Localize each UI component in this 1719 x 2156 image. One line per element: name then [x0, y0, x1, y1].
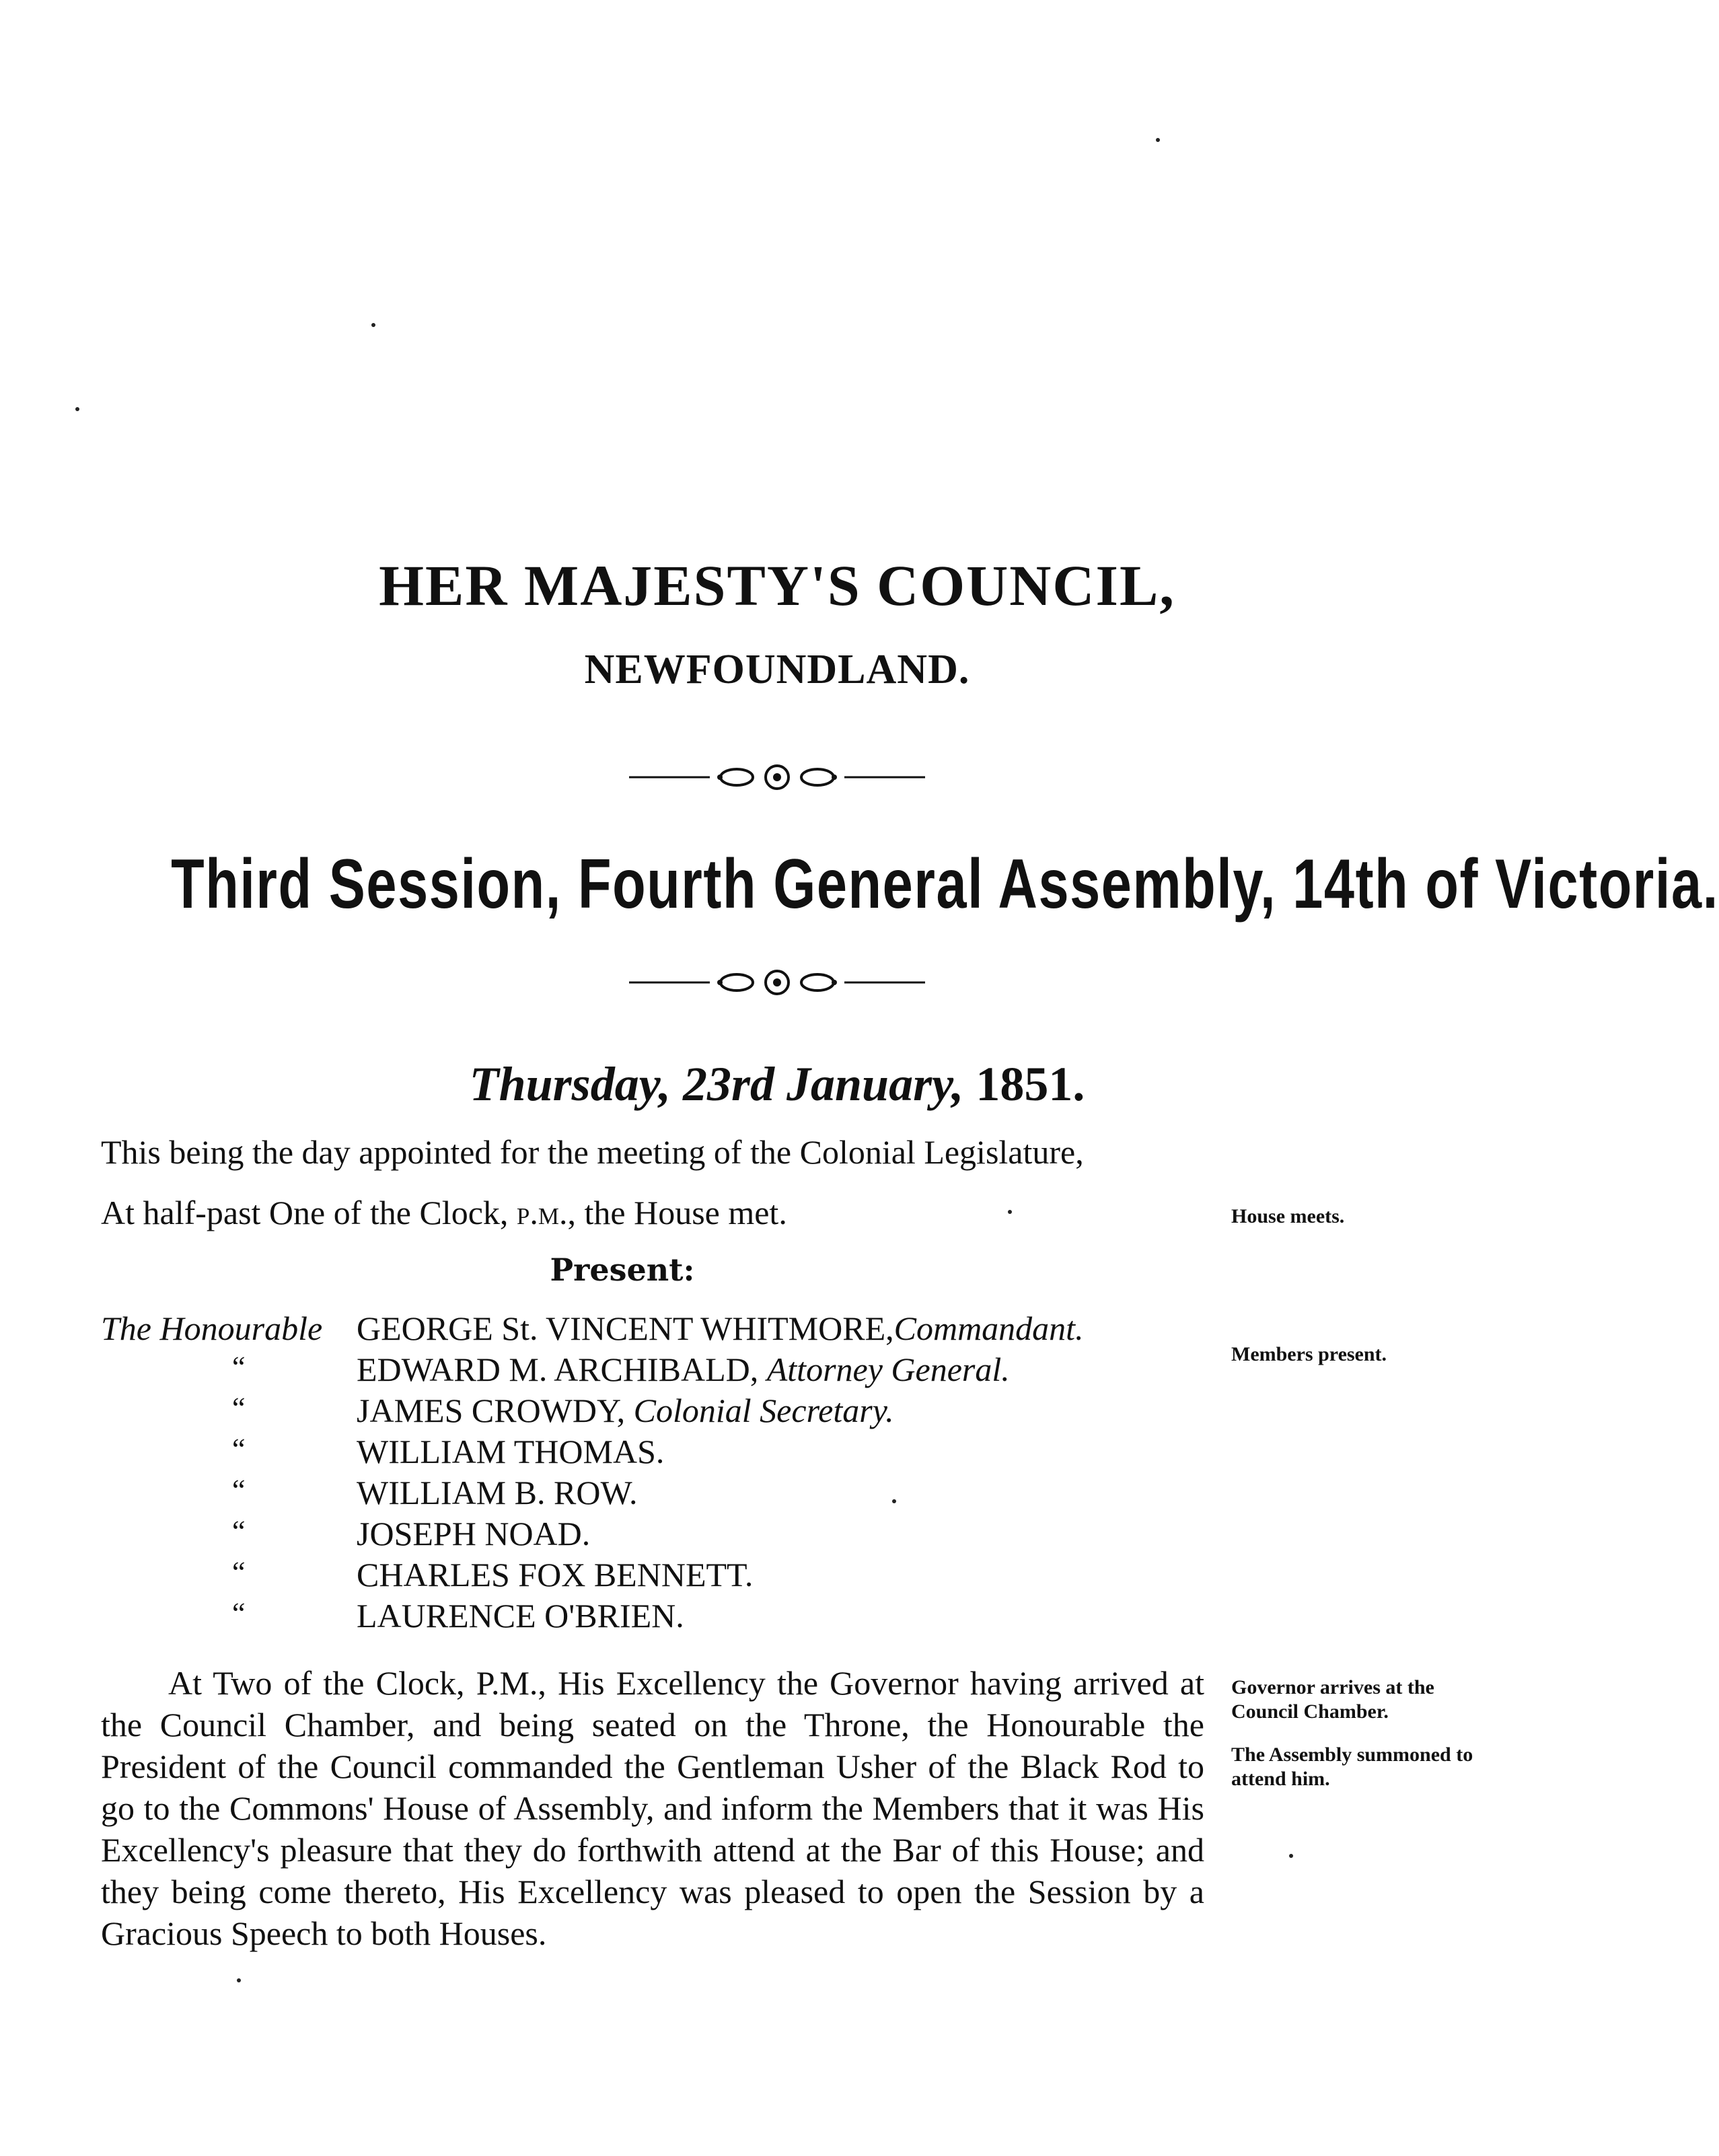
ditto-mark: “	[232, 1351, 246, 1384]
ditto-mark: “	[232, 1433, 246, 1466]
member-row	[0, 1350, 1211, 1390]
house-met-text-b: , the House met.	[567, 1194, 787, 1231]
member-name: WILLIAM THOMAS.	[357, 1433, 665, 1470]
scan-speck	[237, 1978, 241, 1982]
ornament-divider	[629, 764, 925, 791]
present-heading: Present:	[550, 1252, 695, 1288]
ditto-mark: “	[232, 1597, 246, 1630]
member-entry	[357, 1309, 1084, 1348]
margin-note-members-present: Members present.	[1231, 1343, 1387, 1365]
member-row	[0, 1473, 1211, 1513]
member-name: LAURENCE O'BRIEN.	[357, 1597, 684, 1634]
member-row	[0, 1596, 1211, 1637]
intro-line: This being the day appointed for the meeting of the Colonial Legislature,	[101, 1133, 1084, 1171]
ditto-mark: “	[232, 1556, 246, 1589]
house-met-line	[101, 1193, 787, 1232]
scan-speck	[1289, 1854, 1293, 1858]
member-prefix: The Honourable	[101, 1309, 323, 1347]
ornament-divider	[629, 969, 925, 996]
member-name: CHARLES FOX BENNETT.	[357, 1556, 754, 1593]
member-row	[0, 1514, 1211, 1554]
date-day: 23rd	[682, 1057, 775, 1111]
house-met-pm: p.m.	[516, 1194, 568, 1231]
member-office: Colonial Secretary.	[633, 1392, 894, 1429]
member-name: GEORGE St. VINCENT WHITMORE,	[357, 1309, 894, 1347]
margin-note-governor-arrives: Governor arrives at the Council Chamber.	[1231, 1676, 1434, 1723]
member-row	[0, 1391, 1211, 1431]
member-name: JAMES CROWDY,	[357, 1392, 626, 1429]
margin-note-assembly-summoned: The Assembly summoned to attend him.	[1231, 1744, 1473, 1790]
member-name: JOSEPH NOAD.	[357, 1515, 591, 1552]
proceedings-paragraph: At Two of the Clock, P.M., His Excellency the Governor having arrived at the Council Chamber, and being seated on the Throne, the Honourable the President of the Council commanded the Gentleman Usher of the Black Rod to go to the Commons' House of Assembly, and inform the Members that it was His Excellency's pleasure that they do forthwith attend at the Bar of this House; and they being come thereto, His Excellency was pleased to open the Session by a Gracious Speech to both Houses.	[101, 1664, 1204, 1952]
scan-speck	[1156, 138, 1160, 142]
date-weekday: Thursday,	[469, 1057, 671, 1111]
house-met-text-a: At half-past One of the Clock,	[101, 1194, 517, 1231]
session-heading: Third Session, Fourth General Assembly, 14th of Victoria.	[171, 845, 1719, 923]
member-row	[0, 1555, 1211, 1595]
sitting-date	[0, 1056, 1554, 1112]
member-name: EDWARD M. ARCHIBALD,	[357, 1351, 759, 1388]
member-office: Attorney General.	[766, 1351, 1010, 1388]
ditto-mark: “	[232, 1392, 246, 1425]
ditto-mark: “	[232, 1515, 246, 1548]
date-month: January,	[787, 1057, 964, 1111]
member-entry	[357, 1350, 1010, 1389]
page-subtitle: NEWFOUNDLAND.	[584, 647, 970, 692]
member-row	[0, 1432, 1211, 1472]
ditto-mark: “	[232, 1474, 246, 1507]
scan-speck	[892, 1499, 896, 1503]
scan-speck	[75, 407, 79, 411]
margin-note-house-meets: House meets.	[1231, 1205, 1345, 1227]
date-year: 1851.	[976, 1057, 1085, 1111]
member-row	[0, 1309, 1211, 1349]
page-title: HER MAJESTY'S COUNCIL,	[379, 553, 1175, 618]
scan-speck	[1008, 1210, 1012, 1214]
member-entry	[357, 1391, 894, 1430]
member-office: Commandant.	[893, 1309, 1084, 1347]
scan-speck	[371, 323, 375, 327]
member-name: WILLIAM B. ROW.	[357, 1474, 638, 1511]
